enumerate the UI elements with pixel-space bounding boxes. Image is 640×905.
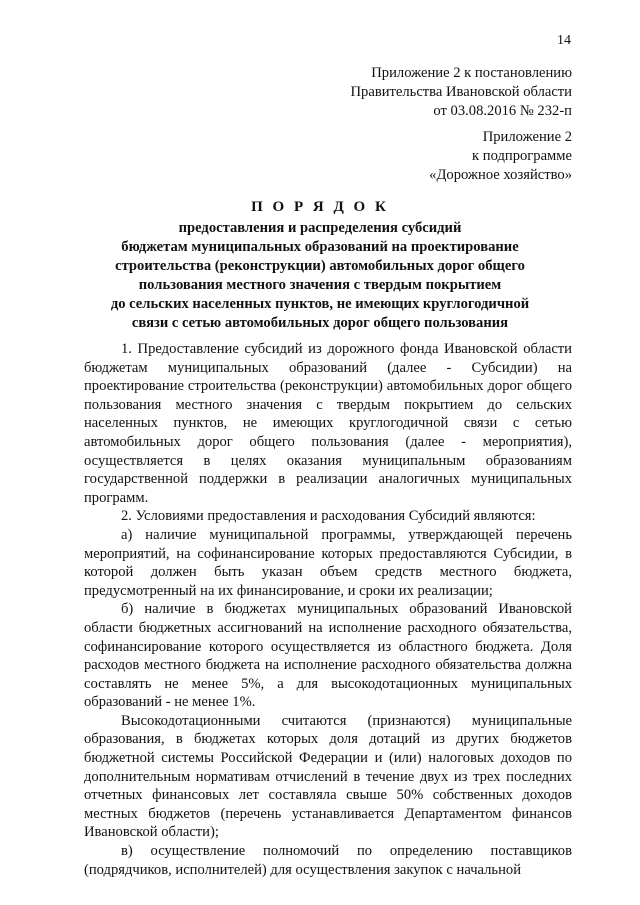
annex-resolution-line: от 03.08.2016 № 232-п — [433, 103, 572, 119]
paragraph: 2. Условиями предоставления и расходования Субсидий являются: — [121, 508, 536, 525]
annex-subprogram-line: Приложение 2 — [482, 129, 572, 145]
document-body — [84, 340, 572, 879]
document-title: П О Р Я Д О К — [251, 199, 389, 215]
annex-subprogram-line: к подпрограмме — [472, 148, 572, 164]
annex-resolution-line: Правительства Ивановской области — [350, 84, 572, 100]
paragraph: Высокодотационными считаются (признаются) муниципальные образования, в бюджетах которых доля дотаций из других бюджетов бюджетной системы Российской Федерации и (или) налоговых доходов по дополнительным нормативам отчислений в течение двух из трех последних отчетных финансовых лет составляла свыше 50% собственных доходов местных бюджетов (перечень устанавливается Департаментом финансов Ивановской области); — [84, 712, 572, 841]
subtitle-line: предоставления и распределения субсидий — [178, 220, 462, 236]
page-number: 14 — [557, 33, 571, 48]
paragraph: б) наличие в бюджетах муниципальных образований Ивановской области бюджетных ассигнований на исполнение расходного обязательства, софинансирование которого осуществляется из областного бюджета. Доля расходов местного бюджета на исполнение расходного обязательства должна составлять не менее 5%, а для высокодотационных муниципальных образований - не менее 1%. — [84, 601, 572, 711]
subtitle-line: бюджетам муниципальных образований на проектирование — [121, 239, 519, 255]
annex-resolution-line: Приложение 2 к постановлению — [371, 65, 572, 81]
subtitle-line: строительства (реконструкции) автомобильных дорог общего — [115, 258, 525, 274]
document-subtitle — [100, 219, 540, 333]
paragraph: 1. Предоставление субсидий из дорожного фонда Ивановской области бюджетам муниципальных образований (далее - Субсидии) на проектирование строительства (реконструкции) автомобильных дорог общего пользования местного значения с твердым покрытием до сельских населенных пунктов, не имеющих круглогодичной связи с сетью автомобильных дорог общего пользования (далее - мероприятия), осуществляется в целях оказания муниципальным образованиям государственной поддержки в реализации аналогичных муниципальных программ. — [84, 341, 572, 506]
paragraph: в) осуществление полномочий по определению поставщиков (подрядчиков, исполнителей) для осуществления закупок с начальной — [84, 843, 572, 878]
annex-subprogram-line: «Дорожное хозяйство» — [429, 167, 572, 183]
annex-subprogram-header — [429, 128, 572, 185]
subtitle-line: до сельских населенных пунктов, не имеющих круглогодичной — [110, 296, 530, 312]
subtitle-line: пользования местного значения с твердым покрытием — [138, 277, 502, 293]
subtitle-line: связи с сетью автомобильных дорог общего пользования — [131, 315, 509, 331]
paragraph: а) наличие муниципальной программы, утверждающей перечень мероприятий, на софинансирование которых предоставляются Субсидии, в которой должен быть указан объем средств местного бюджета, предусмотренный на их финансирование, и сроки их реализации; — [84, 526, 572, 599]
annex-resolution-header — [351, 64, 572, 121]
